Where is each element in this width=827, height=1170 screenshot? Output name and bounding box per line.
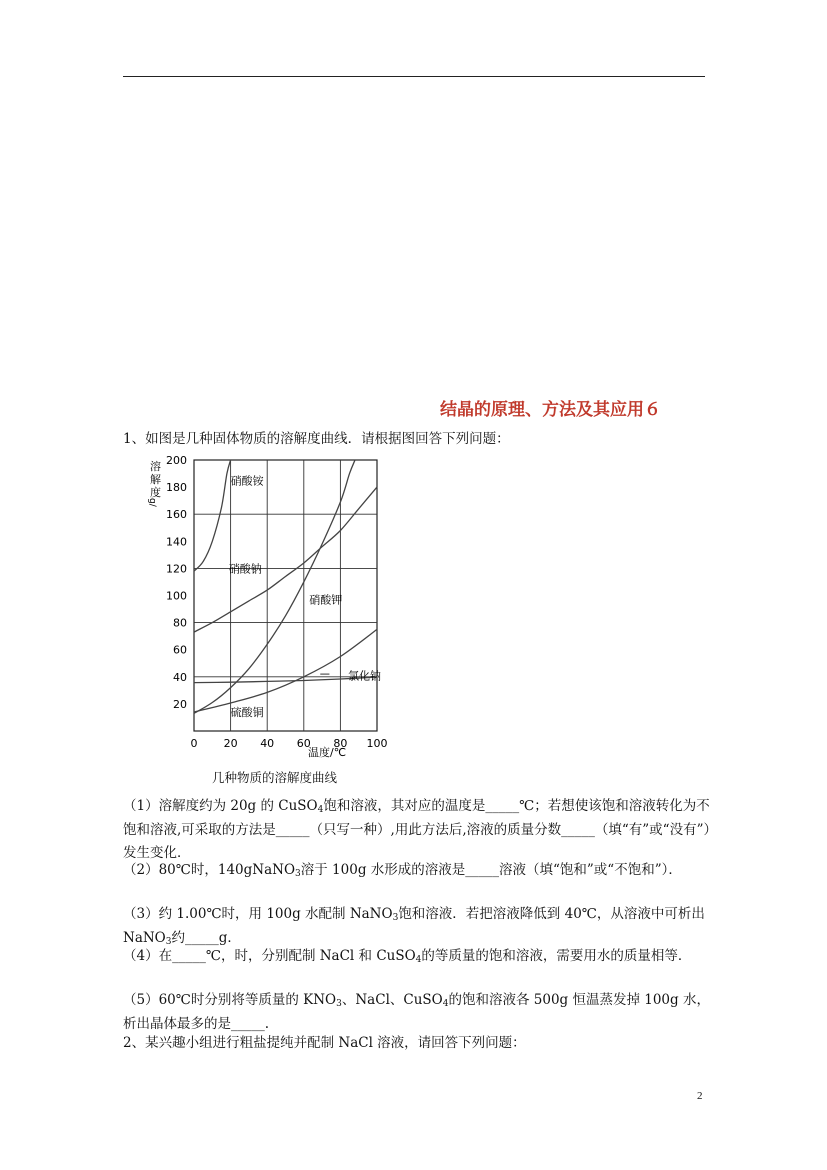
solubility-chart [140,452,400,762]
series-label: 氯化钠 [348,669,382,683]
y-tick-label: 40 [173,670,187,684]
x-tick-label: 100 [366,737,388,750]
y-axis-label-char-3: 度 [150,486,161,499]
y-tick-label: 80 [173,616,187,630]
y-tick-label: 200 [166,454,187,467]
question-1-item-2: （2）80℃时，140gNaNO$_3$溶于 100g 水形成的溶液是_____溶液（填“饱和”或“不饱和”）． [123,862,682,879]
x-tick-label: 20 [223,737,238,750]
y-axis-unit: g/ [147,498,157,507]
y-axis-label-char-1: 溶 [150,460,161,473]
y-tick-label: 100 [166,589,187,603]
x-tick-label: 0 [190,737,198,750]
series-label: 硝酸钠 [228,562,262,576]
series-label: 硝酸钾 [309,593,343,607]
question-1-item-3: （3）约 1.00℃时，用 100g 水配制 NaNO$_3$饱和溶液．若把溶液降低到 40℃，从溶液中可析出 NaNO$_3$约_____g． [123,906,705,947]
y-tick-label: 140 [166,535,187,549]
x-tick-label: 80 [333,737,348,750]
series-line [194,460,355,713]
question-2-intro: 2、某兴趣小组进行粗盐提纯并配制 NaCl 溶液，请回答下列问题： [123,1035,526,1051]
series-label: 硝酸铵 [230,474,264,488]
header-rule [123,76,705,77]
x-tick-label: 60 [296,737,311,750]
y-tick-label: 180 [166,481,187,495]
question-1-intro: 1、如图是几种固体物质的溶解度曲线．请根据图回答下列问题： [123,431,510,447]
question-1-item-1: （1）溶解度约为 20g 的 CuSO$_4$饱和溶液，其对应的温度是_____℃；若想使该饱和溶液转化为不饱和溶液,可采取的方法是_____（只写一种）,用此方法后,溶液的质量分数_____（填“有”或“没有”）发生变化． [123,798,711,861]
document-title: 结晶的原理、方法及其应用６ [440,400,661,420]
chart-caption: 几种物质的溶解度曲线 [212,770,338,785]
plot-frame [194,460,377,731]
question-1-item-5: （5）60℃时分别将等质量的 $KNO_3$、NaCl、CuSO$_4$的饱和溶液各 500g 恒温蒸发掉 100g 水，析出晶体最多的是_____. [123,992,710,1032]
y-tick-label: 20 [173,697,187,711]
y-tick-label: 160 [166,508,187,522]
x-axis-label: 温度/℃ [308,746,347,759]
series-line [194,460,231,571]
x-tick-label: 40 [260,737,275,750]
y-tick-label: 60 [173,643,187,657]
y-axis-label-char-2: 解 [150,473,161,486]
question-1-item-4: （4）在_____℃，时，分别配制 NaCl 和 CuSO$_4$的等质量的饱和溶液，需要用水的质量相等． [123,948,692,965]
series-label: 硫酸铜 [230,706,264,720]
page-number: 2 [697,1090,703,1102]
chart-grid [194,460,377,731]
chart-ticks [166,454,388,750]
y-tick-label: 120 [166,562,187,576]
